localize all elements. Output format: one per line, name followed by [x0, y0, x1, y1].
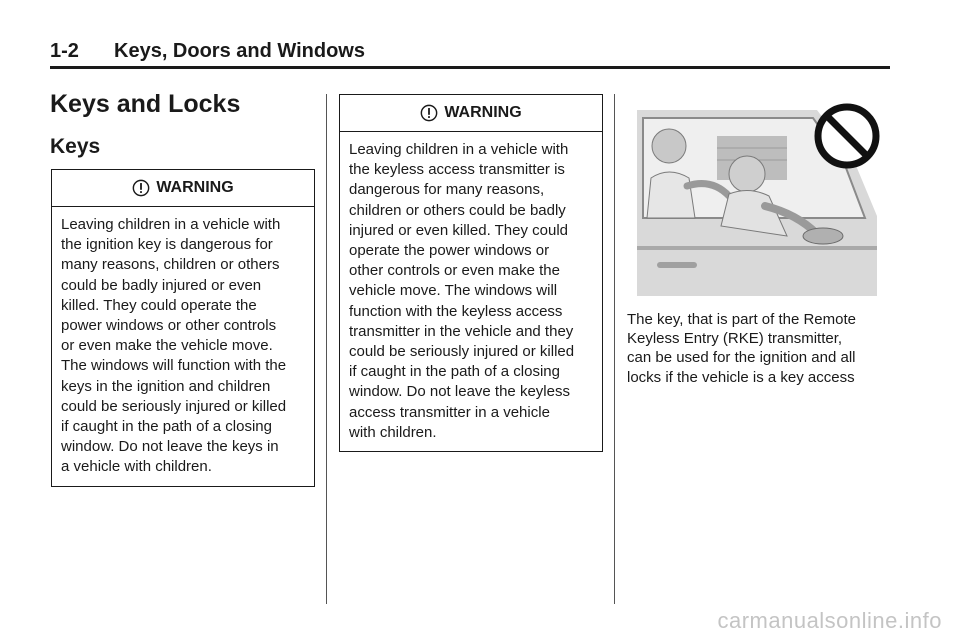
children-in-vehicle-illustration — [637, 96, 883, 296]
body-line: locks if the vehicle is a key access — [627, 368, 855, 386]
warning-line: if caught in the path of a closing — [61, 418, 272, 436]
warning-line: children or others could be badly — [349, 201, 566, 219]
page-number: 1-2 — [50, 40, 79, 62]
warning-line: could be seriously injured or killed — [61, 397, 287, 415]
warning-line: The windows will function with the — [61, 357, 287, 375]
warning-line: injured or even killed. They could — [349, 221, 569, 239]
prohibited-circle-icon — [818, 107, 876, 165]
warning-body — [340, 132, 602, 451]
warning-line: killed. They could operate the — [61, 296, 257, 314]
section-subtitle: Keys — [50, 135, 101, 158]
warning-line: access transmitter in a vehicle — [349, 403, 550, 421]
warning-line: could be seriously injured or killed — [349, 343, 575, 361]
warning-triangle-icon — [132, 179, 150, 197]
warning-line: power windows or other controls — [61, 317, 277, 335]
warning-line: window. Do not leave the keyless — [349, 383, 570, 401]
warning-line: a vehicle with children. — [61, 458, 212, 476]
warning-line: with children. — [349, 423, 437, 441]
warning-line: Leaving children in a vehicle with — [349, 141, 569, 158]
warning-line: if caught in the path of a closing — [349, 363, 560, 381]
section-title: Keys and Locks — [50, 90, 241, 118]
warning-line: operate the power windows or — [349, 242, 550, 260]
warning-line: dangerous for many reasons, — [349, 181, 545, 199]
column-divider — [614, 94, 615, 604]
warning-line: Leaving children in a vehicle with — [61, 216, 281, 233]
warning-body — [52, 207, 314, 486]
warning-header — [52, 170, 314, 207]
warning-line: many reasons, children or others — [61, 256, 280, 274]
warning-line: transmitter in the vehicle and they — [349, 322, 574, 340]
chapter-title: Keys, Doors and Windows — [114, 40, 365, 62]
warning-label: WARNING — [444, 104, 522, 121]
body-text — [627, 310, 892, 387]
warning-label: WARNING — [156, 179, 234, 196]
warning-box-keys — [51, 169, 315, 487]
warning-line: vehicle move. The windows will — [349, 282, 558, 300]
body-line: The key, that is part of the Remote — [627, 311, 856, 328]
warning-line: or even make the vehicle move. — [61, 337, 273, 355]
warning-box-keyless — [339, 94, 603, 452]
warning-line: the ignition key is dangerous for — [61, 236, 273, 254]
body-line: can be used for the ignition and all — [627, 349, 856, 367]
watermark: carmanualsonline.info — [717, 608, 942, 633]
warning-triangle-icon — [420, 104, 438, 122]
body-line: Keyless Entry (RKE) transmitter, — [627, 330, 843, 348]
warning-line: function with the keyless access — [349, 302, 563, 320]
warning-line: could be badly injured or even — [61, 276, 262, 294]
warning-line: window. Do not leave the keys in — [61, 438, 279, 456]
page-header — [50, 38, 890, 69]
column-divider — [326, 94, 327, 604]
warning-line: other controls or even make the — [349, 262, 560, 280]
warning-line: the keyless access transmitter is — [349, 161, 565, 179]
warning-line: keys in the ignition and children — [61, 377, 271, 395]
warning-header — [340, 95, 602, 132]
column-left — [50, 88, 315, 160]
